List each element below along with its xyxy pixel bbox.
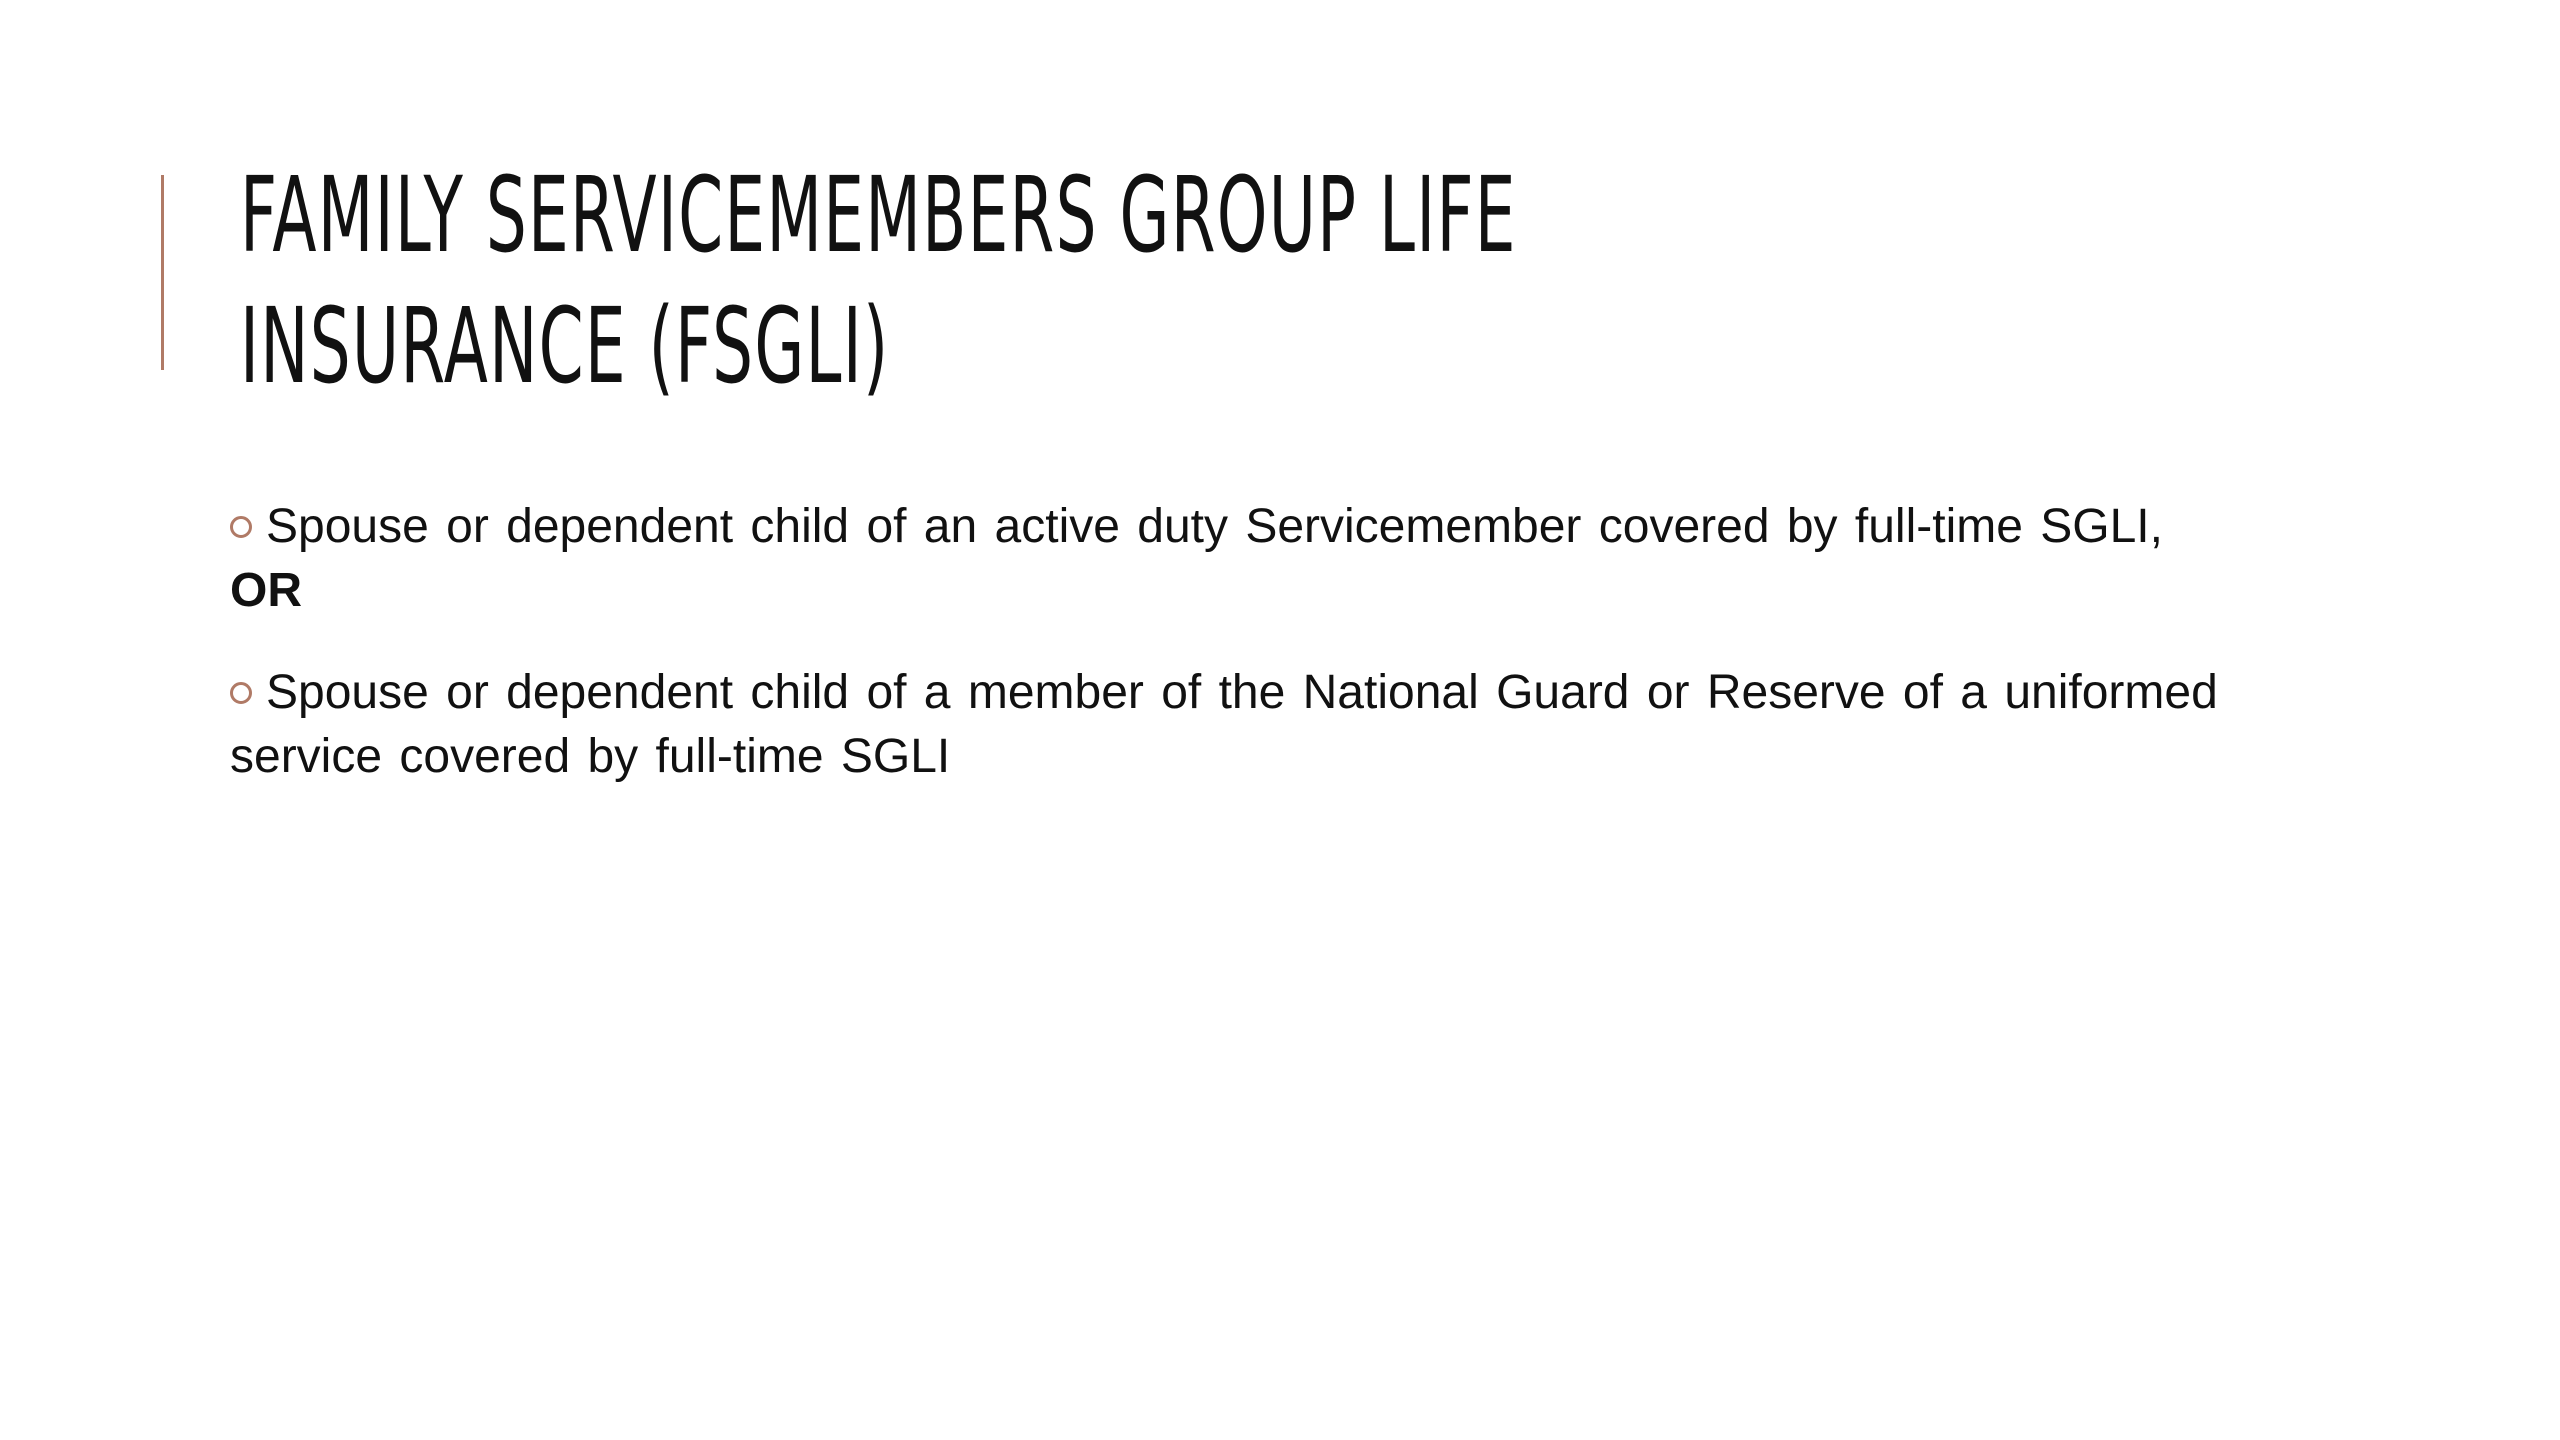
bullet-item-2-text: Spouse or dependent child of a member of the National Guard or Reserve of a uniformed service covered by full-time SGLI bbox=[230, 666, 2218, 783]
title-accent-bar bbox=[161, 175, 164, 370]
bullet-item-1-text: Spouse or dependent child of an active duty Servicemember covered by full-time SGLI, bbox=[266, 500, 2163, 553]
bullet-item-1 bbox=[230, 495, 2250, 623]
slide-title bbox=[240, 150, 1666, 412]
hollow-circle-bullet-icon bbox=[230, 516, 252, 538]
slide-title-line-2: INSURANCE (FSGLI) bbox=[240, 285, 890, 407]
bullet-list bbox=[230, 495, 2250, 827]
bullet-item-2 bbox=[230, 661, 2250, 789]
slide-title-line-1: FAMILY SERVICEMEMBERS GROUP LIFE bbox=[240, 154, 1517, 276]
bullet-item-1-emphasis: OR bbox=[230, 564, 302, 617]
hollow-circle-bullet-icon bbox=[230, 682, 252, 704]
